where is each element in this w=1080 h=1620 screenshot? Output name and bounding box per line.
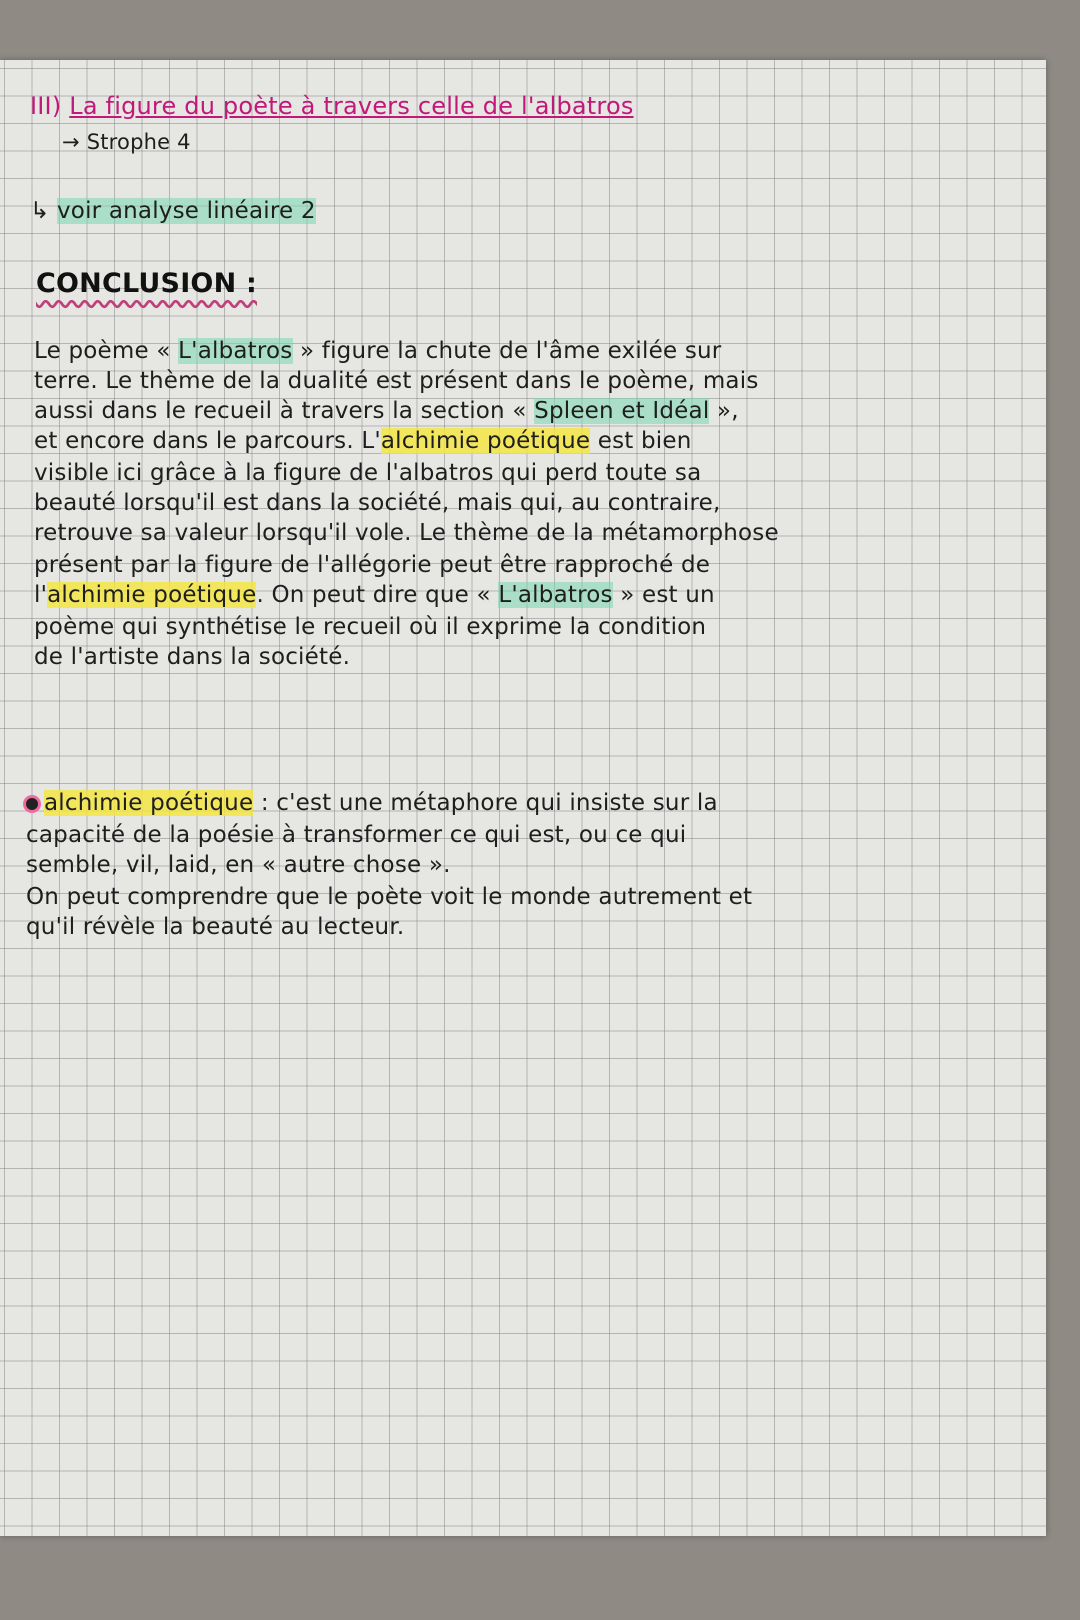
text-segment: terre. Le thème de la dualité est présent dans le poème, mais xyxy=(34,368,759,394)
see-analysis-text: voir analyse linéaire 2 xyxy=(57,198,316,224)
highlighted-term: alchimie poétique xyxy=(44,790,254,816)
text-segment: présent par la figure de l'allégorie peut être rapproché de xyxy=(34,552,711,578)
text-segment: est bien xyxy=(590,428,692,454)
arrow-icon: → xyxy=(62,130,80,154)
section-heading xyxy=(30,92,634,120)
text-segment: : c'est une métaphore qui insiste sur la xyxy=(253,790,718,816)
text-segment: et encore dans le parcours. L' xyxy=(34,428,381,454)
text-segment: l' xyxy=(34,582,48,608)
highlighted-term: alchimie poétique xyxy=(47,582,257,608)
highlighted-term: alchimie poétique xyxy=(380,428,591,454)
text-segment: poème qui synthétise le recueil où il exprime la condition xyxy=(34,614,707,640)
text-line xyxy=(26,852,451,878)
section-numeral: III) xyxy=(30,92,62,120)
text-line xyxy=(34,614,706,640)
highlighted-term: L'albatros xyxy=(498,582,613,608)
text-segment: qu'il révèle la beauté au lecteur. xyxy=(26,914,405,940)
text-line xyxy=(26,914,404,940)
text-segment: » est un xyxy=(612,582,715,608)
text-segment: beauté lorsqu'il est dans la société, mais qui, au contraire, xyxy=(34,490,721,516)
text-segment: visible ici grâce à la figure de l'albatros qui perd toute sa xyxy=(34,460,702,486)
text-line xyxy=(34,460,701,486)
text-line xyxy=(34,520,779,546)
section-title: La figure du poète à travers celle de l'albatros xyxy=(69,92,634,120)
strophe-note xyxy=(62,130,191,154)
text-line xyxy=(34,338,721,364)
text-segment: On peut comprendre que le poète voit le monde autrement et xyxy=(26,884,753,910)
text-segment: . On peut dire que « xyxy=(256,582,499,608)
text-line xyxy=(34,582,715,608)
text-line xyxy=(34,644,350,670)
text-segment: » figure la chute de l'âme exilée sur xyxy=(292,338,722,364)
conclusion-title: CONCLUSION : xyxy=(36,268,257,299)
text-line xyxy=(34,398,739,424)
strophe-text: Strophe 4 xyxy=(86,130,191,154)
text-segment: », xyxy=(709,398,739,424)
text-line xyxy=(26,822,686,848)
see-analysis-note xyxy=(30,198,316,224)
bullet-icon xyxy=(26,798,38,810)
text-segment: retrouve sa valeur lorsqu'il vole. Le thème de la métamorphose xyxy=(34,520,779,546)
text-segment: aussi dans le recueil à travers la section « xyxy=(34,398,535,424)
highlighted-term: Spleen et Idéal xyxy=(534,398,710,424)
text-line xyxy=(26,884,752,910)
text-line xyxy=(26,790,718,816)
highlighted-term: L'albatros xyxy=(178,338,293,364)
text-line xyxy=(34,552,710,578)
text-segment: capacité de la poésie à transformer ce qui est, ou ce qui xyxy=(26,822,687,848)
text-segment: de l'artiste dans la société. xyxy=(34,644,351,670)
return-arrow-icon: ↳ xyxy=(30,198,50,224)
text-segment: semble, vil, laid, en « autre chose ». xyxy=(26,852,451,878)
text-line xyxy=(34,428,692,454)
text-segment: Le poème « xyxy=(34,338,179,364)
text-line xyxy=(34,368,759,394)
text-line xyxy=(34,490,720,516)
